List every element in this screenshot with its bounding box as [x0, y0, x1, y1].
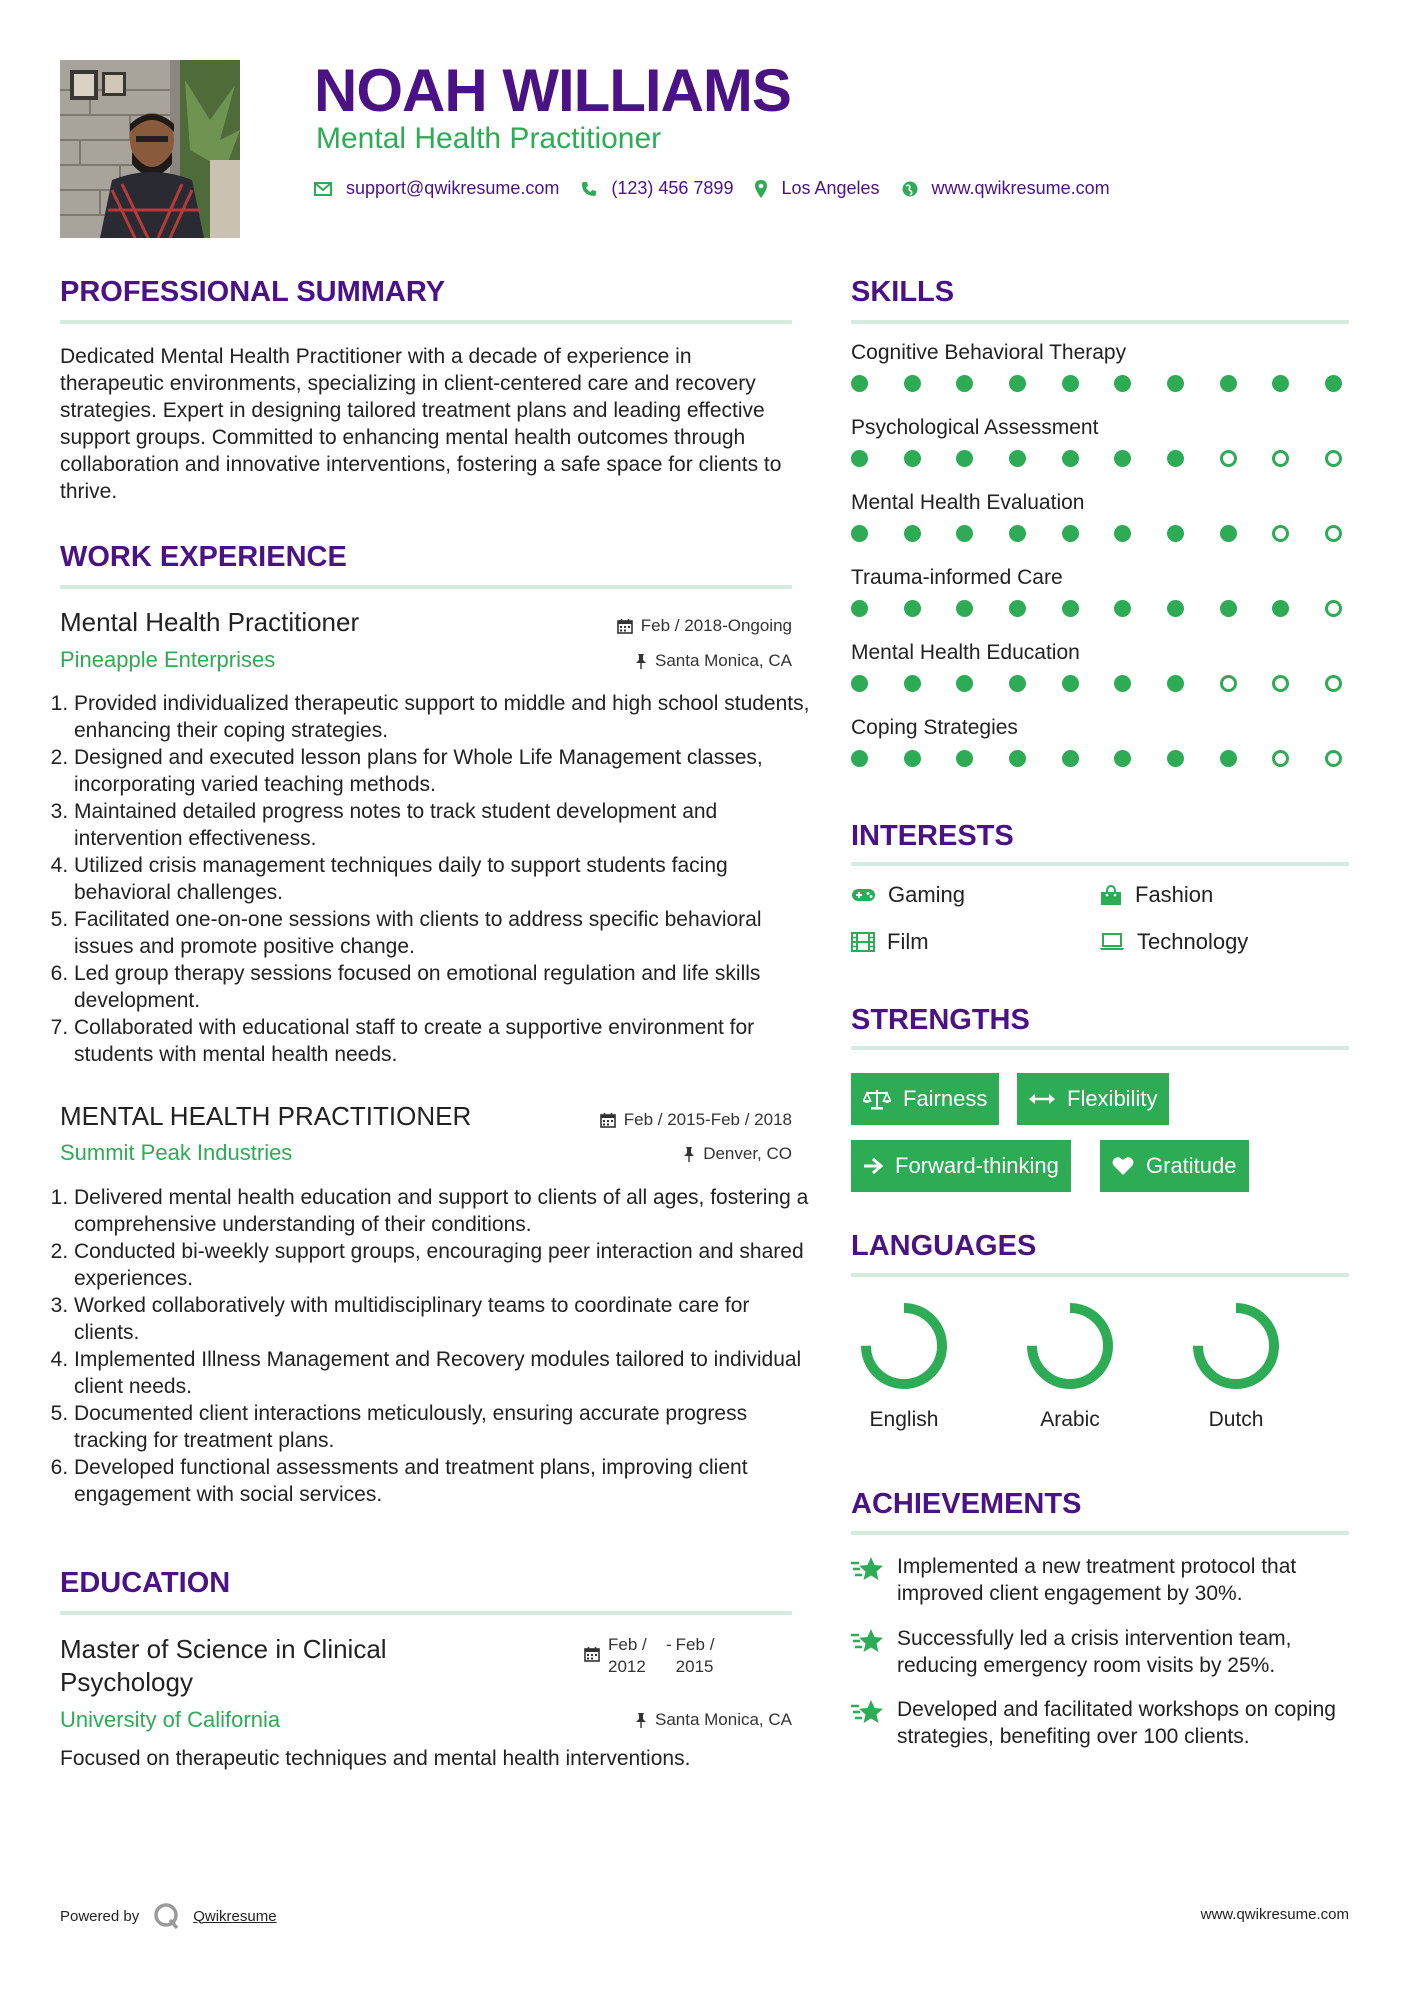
rating-dot [1220, 600, 1237, 617]
section-divider [851, 1046, 1349, 1050]
rating-dot [1220, 675, 1237, 692]
pin-icon [635, 1712, 647, 1728]
rating-dot [956, 750, 973, 767]
skill-label: Mental Health Education [851, 641, 1080, 664]
film-icon [851, 932, 875, 952]
language-name: Arabic [1040, 1408, 1100, 1431]
footer-website[interactable]: www.qwikresume.com [1200, 1906, 1349, 1923]
skill-label: Cognitive Behavioral Therapy [851, 341, 1127, 364]
rating-dot [904, 450, 921, 467]
education-description: Focused on therapeutic techniques and mental health interventions. [60, 1747, 691, 1770]
skill-item [851, 416, 1349, 491]
job-location-text: Denver, CO [703, 1144, 792, 1163]
rating-dot [1167, 450, 1184, 467]
skill-rating [851, 675, 1342, 692]
rating-dot [1062, 750, 1079, 767]
job-title: MENTAL HEALTH PRACTITIONER [60, 1101, 472, 1131]
strength-badge [851, 1073, 999, 1125]
rating-dot [904, 375, 921, 392]
rating-dot [1062, 525, 1079, 542]
gamepad-icon [851, 887, 876, 903]
contact-location [755, 178, 879, 199]
qwikresume-logo-icon [153, 1902, 181, 1930]
strength-label: Forward-thinking [895, 1153, 1059, 1178]
map-marker-icon [755, 180, 767, 198]
language-item [1005, 1298, 1135, 1432]
rating-dot [1167, 675, 1184, 692]
star-icon [851, 1698, 885, 1726]
job-date-text: Feb / 2018-Ongoing [640, 616, 792, 635]
arrows-horizontal-icon [1029, 1092, 1055, 1106]
star-icon [851, 1555, 885, 1583]
calendar-icon [617, 618, 633, 634]
rating-dot [956, 450, 973, 467]
list-item: 5. Facilitated one-on-one sessions with clients to address specific behavioral issues and promote positive change. [74, 906, 810, 960]
list-item: 6. Developed functional assessments and treatment plans, improving client engagement with social services. [74, 1454, 810, 1508]
skill-item [851, 641, 1349, 716]
section-title-skills: SKILLS [851, 276, 955, 308]
contact-phone-text: (123) 456 7899 [611, 178, 734, 198]
interest-item [1099, 929, 1248, 955]
section-divider [60, 585, 792, 589]
strength-badge [1017, 1073, 1169, 1125]
rating-dot [956, 600, 973, 617]
achievement-text: Implemented a new treatment protocol that improved client engagement by 30%. [897, 1555, 1297, 1605]
rating-dot [851, 525, 868, 542]
skill-rating [851, 750, 1342, 767]
rating-dot [1062, 600, 1079, 617]
section-title-achievements: ACHIEVEMENTS [851, 1488, 1082, 1520]
languages-list [839, 1298, 1301, 1432]
language-item [839, 1298, 969, 1432]
rating-dot [851, 450, 868, 467]
list-item: 4. Utilized crisis management techniques daily to support students facing behavioral challenges. [74, 852, 810, 906]
rating-dot [1062, 675, 1079, 692]
section-divider [60, 320, 792, 324]
language-level-ring [1188, 1298, 1284, 1394]
education-location-text: Santa Monica, CA [654, 1710, 792, 1729]
list-item: 1. Delivered mental health education and support to clients of all ages, fostering a comprehensive understanding of their conditions. [74, 1184, 810, 1238]
rating-dot [1009, 750, 1026, 767]
rating-dot [1167, 525, 1184, 542]
section-divider [851, 1273, 1349, 1277]
job-responsibilities [56, 690, 810, 1068]
skill-item [851, 566, 1349, 641]
section-title-experience: WORK EXPERIENCE [60, 541, 347, 573]
list-item: 3. Worked collaboratively with multidisciplinary teams to coordinate care for clients. [74, 1292, 810, 1346]
rating-dot [1220, 375, 1237, 392]
rating-dot [956, 675, 973, 692]
rating-dot [851, 750, 868, 767]
job-date-text: Feb / 2015-Feb / 2018 [623, 1110, 792, 1129]
interest-label: Film [887, 929, 929, 954]
section-divider [851, 862, 1349, 866]
list-item: 2. Conducted bi-weekly support groups, encouraging peer interaction and shared experiences. [74, 1238, 810, 1292]
rating-dot [1009, 450, 1026, 467]
rating-dot [851, 675, 868, 692]
balance-scale-icon [863, 1088, 891, 1110]
contact-phone[interactable] [581, 178, 733, 199]
school-name: University of California [60, 1707, 281, 1732]
rating-dot [851, 600, 868, 617]
skill-label: Psychological Assessment [851, 416, 1099, 439]
rating-dot [1114, 450, 1131, 467]
rating-dot [1009, 375, 1026, 392]
section-divider [851, 1531, 1349, 1535]
company-name: Summit Peak Industries [60, 1140, 293, 1165]
rating-dot [1167, 600, 1184, 617]
rating-dot [1220, 525, 1237, 542]
list-item: 3. Maintained detailed progress notes to track student development and intervention effectiveness. [74, 798, 810, 852]
rating-dot [1167, 375, 1184, 392]
skill-rating [851, 450, 1342, 467]
contact-email[interactable] [314, 178, 559, 199]
job-date [617, 616, 792, 636]
section-title-interests: INTERESTS [851, 820, 1014, 852]
education-end-date: Feb / 2015 [675, 1635, 715, 1676]
rating-dot [1167, 750, 1184, 767]
rating-dot [1009, 525, 1026, 542]
job-responsibilities [56, 1184, 810, 1508]
rating-dot [904, 600, 921, 617]
rating-dot [904, 675, 921, 692]
strength-badge [851, 1140, 1071, 1192]
section-title-languages: LANGUAGES [851, 1230, 1037, 1262]
job-title: Mental Health Practitioner [60, 607, 360, 637]
language-level-arc [1032, 1308, 1108, 1384]
interest-label: Gaming [888, 882, 966, 907]
education-location [635, 1710, 792, 1730]
section-title-strengths: STRENGTHS [851, 1004, 1030, 1036]
education-start-date: Feb / 2012 [608, 1635, 647, 1676]
pin-icon [683, 1146, 695, 1162]
skill-rating [851, 525, 1342, 542]
language-item [1171, 1298, 1301, 1432]
globe-icon [902, 181, 918, 197]
skill-label: Mental Health Evaluation [851, 491, 1085, 514]
rating-dot [904, 525, 921, 542]
strength-label: Fairness [903, 1086, 988, 1111]
language-name: Dutch [1208, 1408, 1264, 1431]
rating-dot [1272, 450, 1289, 467]
profile-photo [60, 60, 240, 238]
skills-list [851, 341, 1349, 791]
rating-dot [1114, 750, 1131, 767]
list-item: 6. Led group therapy sessions focused on emotional regulation and life skills development. [74, 960, 810, 1014]
contact-website[interactable] [902, 178, 1110, 199]
rating-dot [1272, 675, 1289, 692]
rating-dot [1062, 450, 1079, 467]
degree-title: Master of Science in Clinical Psychology [60, 1634, 387, 1697]
interest-item [1099, 882, 1213, 908]
section-title-summary: PROFESSIONAL SUMMARY [60, 276, 446, 308]
rating-dot [1325, 375, 1342, 392]
calendar-icon [584, 1646, 600, 1662]
skill-item [851, 716, 1349, 791]
rating-dot [1325, 450, 1342, 467]
date-separator: - [666, 1635, 672, 1654]
contact-bar [314, 178, 1132, 199]
list-item: 7. Collaborated with educational staff to create a supportive environment for students with mental health needs. [74, 1014, 810, 1068]
rating-dot [1325, 675, 1342, 692]
list-item: 1. Provided individualized therapeutic support to middle and high school students, enhancing their coping strategies. [74, 690, 810, 744]
strength-label: Gratitude [1146, 1153, 1237, 1178]
skill-label: Coping Strategies [851, 716, 1018, 739]
laptop-icon [1099, 933, 1125, 951]
contact-email-text: support@qwikresume.com [346, 178, 560, 198]
candidate-name: NOAH WILLIAMS [314, 57, 791, 124]
interest-label: Technology [1137, 929, 1249, 954]
rating-dot [1009, 675, 1026, 692]
rating-dot [1325, 600, 1342, 617]
shopping-bag-icon [1099, 884, 1123, 906]
education-dates [584, 1634, 728, 1678]
brand-link[interactable]: Qwikresume [193, 1907, 277, 1925]
rating-dot [1325, 525, 1342, 542]
contact-website-text: www.qwikresume.com [931, 178, 1110, 198]
pin-icon [635, 653, 647, 669]
rating-dot [956, 525, 973, 542]
summary-text: Dedicated Mental Health Practitioner with a decade of experience in therapeutic environments, specializing in client-centered care and recovery strategies. Expert in designing tailored treatment plans and leading effective support groups. Committed to enhancing mental health outcomes through collaboration and innovative interventions, fostering a safe space for clients to thrive. [60, 345, 782, 503]
skill-rating [851, 600, 1342, 617]
rating-dot [1220, 450, 1237, 467]
language-level-ring [1022, 1298, 1118, 1394]
rating-dot [1114, 375, 1131, 392]
skill-rating [851, 375, 1342, 392]
achievement-text: Successfully led a crisis intervention team, reducing emergency room visits by 25%. [897, 1627, 1292, 1677]
rating-dot [1220, 750, 1237, 767]
rating-dot [1114, 600, 1131, 617]
achievement-item [851, 1625, 1351, 1679]
interest-item [851, 929, 929, 955]
arrow-right-icon [863, 1157, 883, 1175]
phone-icon [581, 181, 597, 197]
rating-dot [904, 750, 921, 767]
rating-dot [1062, 375, 1079, 392]
rating-dot [1272, 525, 1289, 542]
rating-dot [1009, 600, 1026, 617]
rating-dot [1114, 525, 1131, 542]
calendar-icon [600, 1112, 616, 1128]
job-date [600, 1110, 792, 1130]
heart-icon [1112, 1156, 1134, 1176]
candidate-role: Mental Health Practitioner [316, 122, 662, 155]
job-location-text: Santa Monica, CA [654, 651, 792, 670]
interest-item [851, 882, 965, 908]
achievement-item [851, 1553, 1351, 1607]
rating-dot [1272, 375, 1289, 392]
rating-dot [1325, 750, 1342, 767]
rating-dot [1272, 750, 1289, 767]
powered-by-text: Powered by [60, 1907, 140, 1925]
rating-dot [851, 375, 868, 392]
envelope-icon [314, 182, 332, 196]
language-level-arc [866, 1308, 942, 1384]
list-item: 4. Implemented Illness Management and Recovery modules tailored to individual client needs. [74, 1346, 810, 1400]
strength-label: Flexibility [1067, 1086, 1158, 1111]
section-divider [60, 1611, 792, 1615]
achievement-text: Developed and facilitated workshops on coping strategies, benefiting over 100 clients. [897, 1698, 1336, 1748]
rating-dot [956, 375, 973, 392]
language-level-ring [856, 1298, 952, 1394]
star-icon [851, 1627, 885, 1655]
skill-label: Trauma-informed Care [851, 566, 1063, 589]
language-name: English [869, 1408, 939, 1431]
skill-item [851, 341, 1349, 416]
achievement-item [851, 1696, 1351, 1750]
strength-badge [1100, 1140, 1249, 1192]
section-title-education: EDUCATION [60, 1567, 231, 1599]
rating-dot [1114, 675, 1131, 692]
interest-label: Fashion [1135, 882, 1214, 907]
rating-dot [1272, 600, 1289, 617]
company-name: Pineapple Enterprises [60, 647, 276, 672]
skill-item [851, 491, 1349, 566]
section-divider [851, 320, 1349, 324]
list-item: 2. Designed and executed lesson plans for Whole Life Management classes, incorporating varied teaching methods. [74, 744, 810, 798]
job-location [683, 1144, 792, 1164]
job-location [635, 651, 792, 671]
footer-brand [60, 1902, 277, 1930]
list-item: 5. Documented client interactions meticulously, ensuring accurate progress tracking for treatment plans. [74, 1400, 810, 1454]
contact-location-text: Los Angeles [781, 178, 880, 198]
language-level-arc [1198, 1308, 1274, 1384]
